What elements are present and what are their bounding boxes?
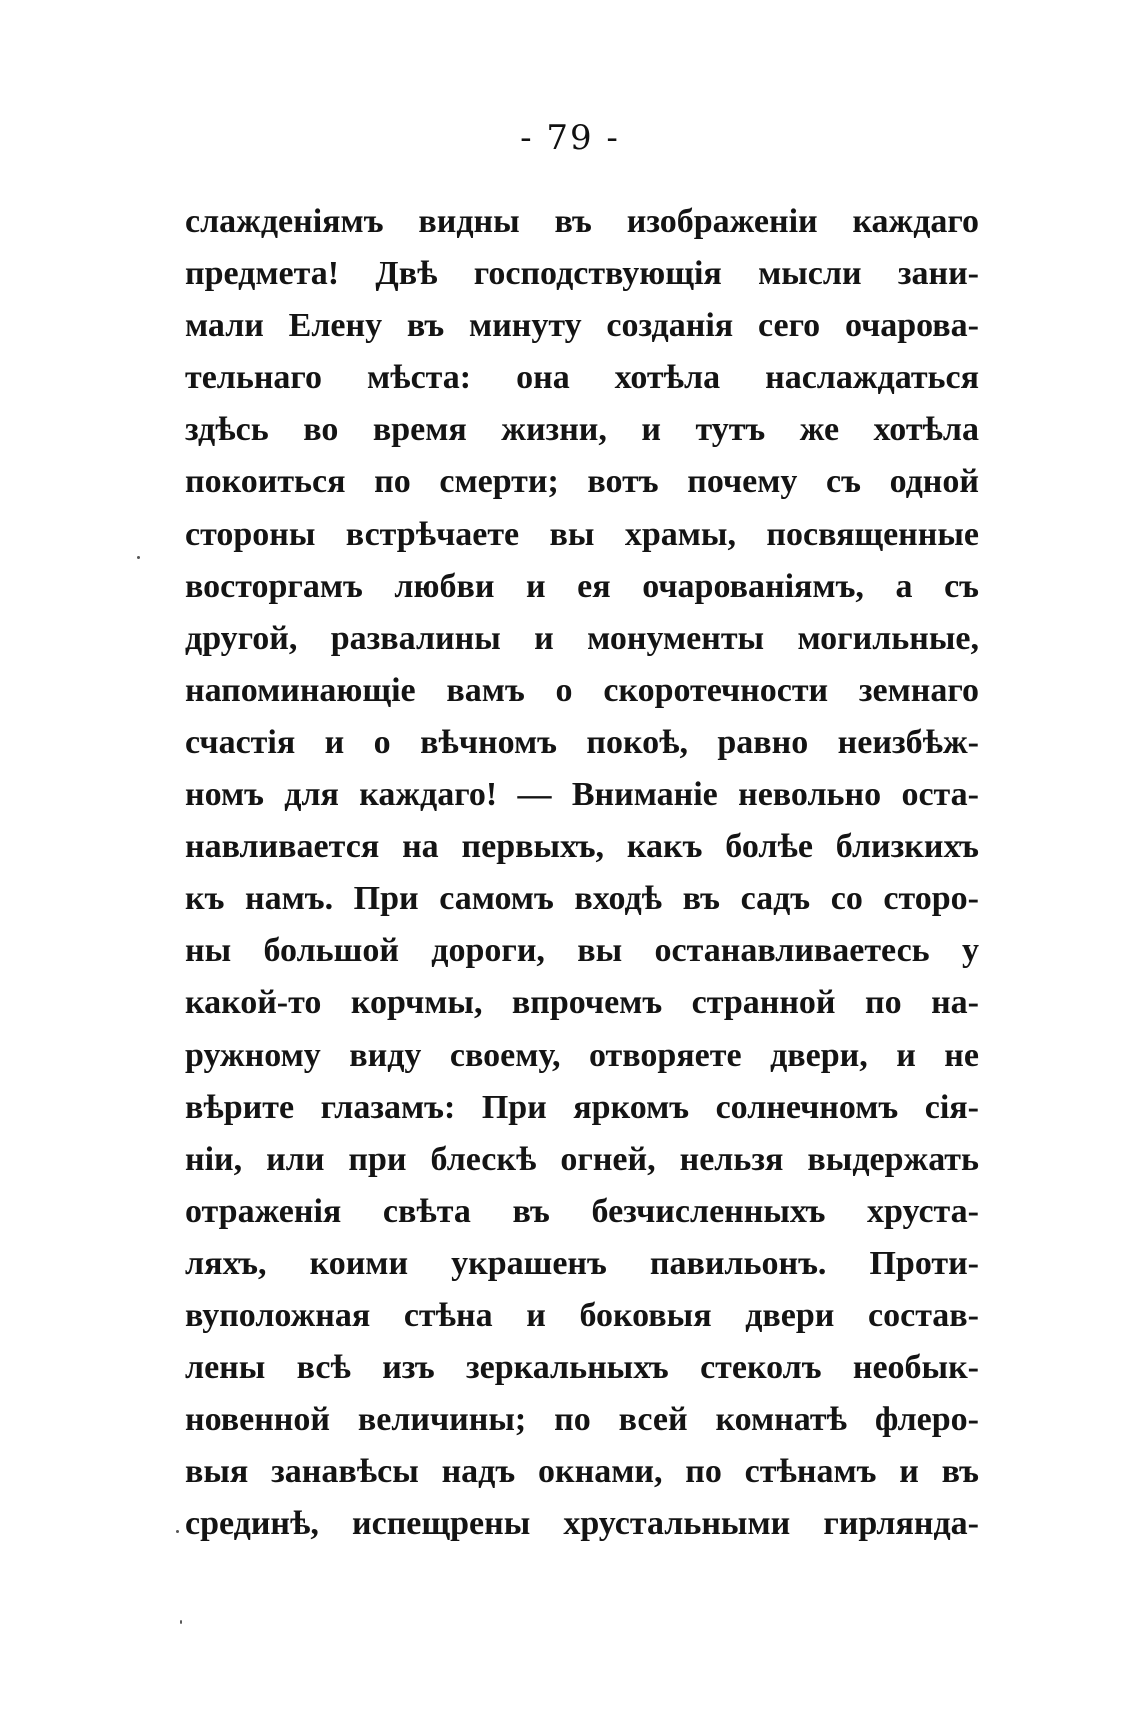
text-line: новенной величины; по всей комнатѣ флеро-: [185, 1401, 979, 1439]
text-line: предмета! Двѣ господствующія мысли зани-: [185, 255, 979, 293]
text-line: ружному виду своему, отворяете двери, и не: [185, 1036, 979, 1074]
text-line: слажденіямъ видны въ изображеніи каждаго: [185, 203, 979, 240]
print-speck: [176, 1530, 179, 1533]
text-line: ніи, или при блескѣ огней, нельзя выдержать: [185, 1140, 979, 1178]
text-line: лены всѣ изъ зеркальныхъ стеколъ необык-: [185, 1349, 979, 1387]
text-line: вуположная стѣна и боковыя двери состав-: [185, 1296, 979, 1334]
body-text: [185, 196, 979, 1550]
text-line: тельнаго мѣста: она хотѣла наслаждаться: [185, 359, 979, 397]
print-speck: [180, 1620, 182, 1624]
text-line: стороны встрѣчаете вы храмы, посвященные: [185, 515, 979, 553]
text-line: здѣсь во время жизни, и тутъ же хотѣла: [185, 411, 979, 449]
text-line: номъ для каждаго! — Вниманіе невольно оста-: [185, 776, 979, 814]
text-line: срединѣ, испещрены хрустальными гирлянда-: [185, 1505, 979, 1543]
text-line: какой-то корчмы, впрочемъ странной по на-: [185, 984, 979, 1022]
text-line: счастія и о вѣчномъ покоѣ, равно неизбѣж-: [185, 723, 979, 761]
text-line: ны большой дороги, вы останавливаетесь у: [185, 932, 979, 970]
text-line: навливается на первыхъ, какъ болѣе близкихъ: [185, 828, 979, 866]
text-line: отраженія свѣта въ безчисленныхъ хруста-: [185, 1192, 979, 1230]
text-line: покоиться по смерти; вотъ почему съ одной: [185, 463, 979, 501]
print-speck: [137, 556, 140, 559]
text-line: вѣрите глазамъ: При яркомъ солнечномъ сія-: [185, 1088, 979, 1126]
text-line: напоминающіе вамъ о скоротечности земнаго: [185, 671, 979, 709]
text-line: мали Елену въ минуту созданія сего очарова-: [185, 307, 979, 345]
text-line: восторгамъ любви и ея очарованіямъ, а съ: [185, 567, 979, 605]
text-line: ляхъ, коими украшенъ павильонъ. Проти-: [185, 1244, 979, 1282]
text-line: выя занавѣсы надъ окнами, по стѣнамъ и въ: [185, 1453, 979, 1491]
page-number: - 79 -: [520, 118, 620, 158]
text-line: другой, развалины и монументы могильные,: [185, 619, 979, 657]
text-line: къ намъ. При самомъ входѣ въ садъ со сторо-: [185, 880, 979, 918]
